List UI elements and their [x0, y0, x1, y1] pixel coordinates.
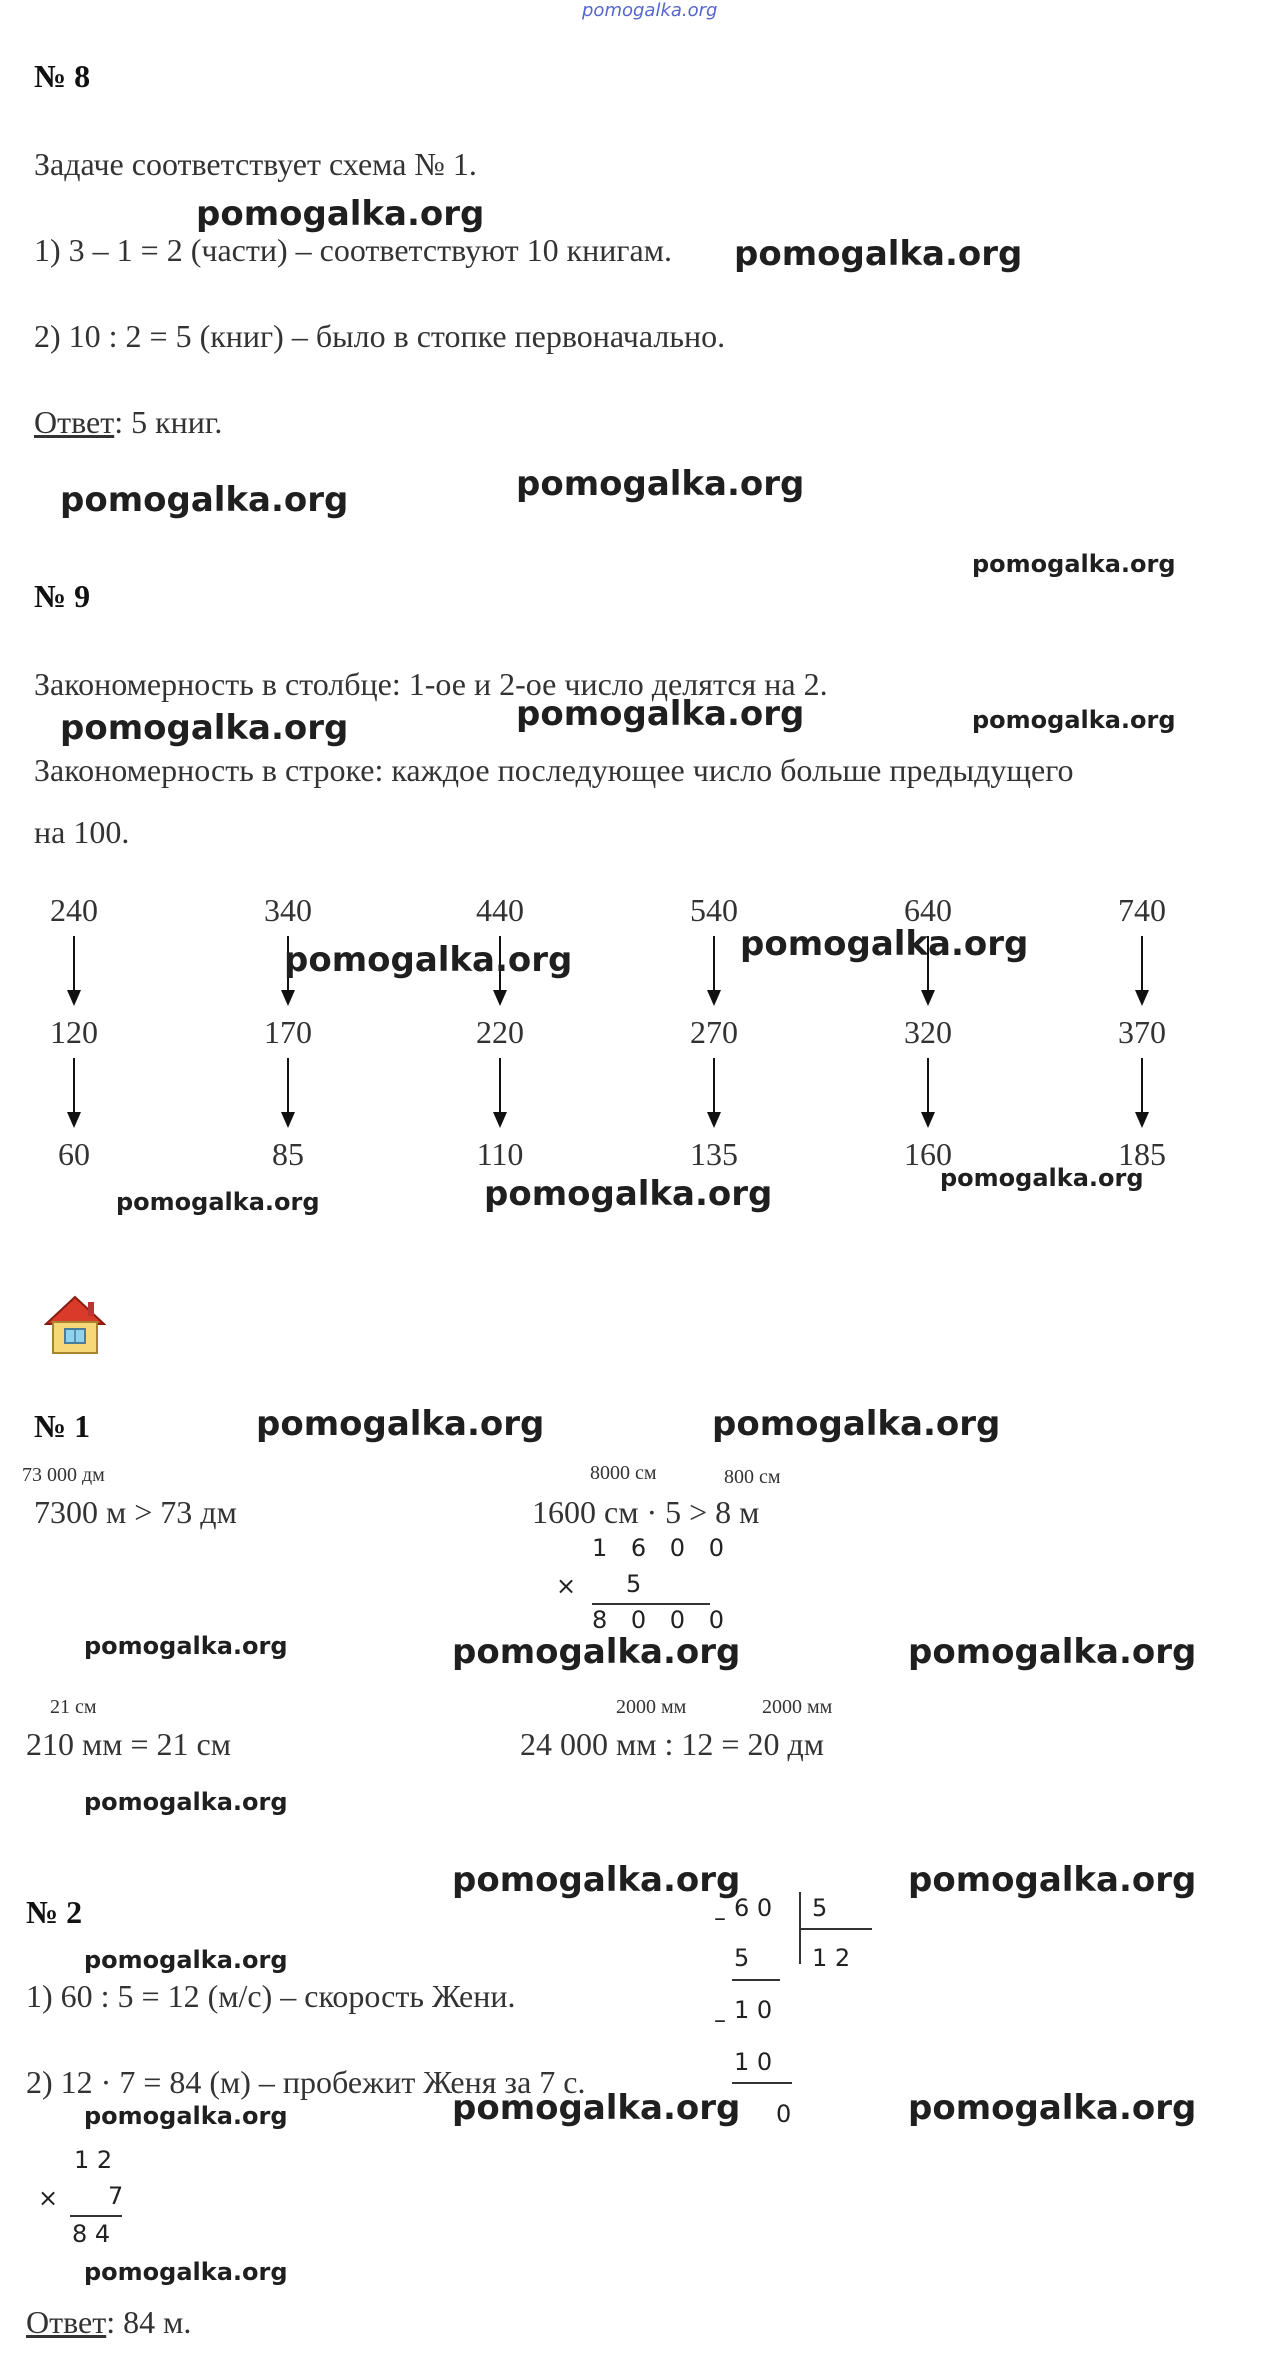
table-cell-row1-3: 540 — [690, 892, 738, 928]
down-arrow-icon — [704, 1058, 724, 1130]
note-21-sm: 21 см — [50, 1696, 97, 1718]
watermark: pomogalka.org — [712, 1404, 1001, 1444]
watermark: pomogalka.org — [84, 2258, 288, 2286]
table-cell-row1-2: 440 — [476, 892, 524, 928]
mult-12-line — [70, 2215, 122, 2217]
house-icon — [44, 1294, 106, 1361]
note-8000-sm: 8000 см — [590, 1462, 657, 1484]
mult-12-sign: × — [38, 2184, 59, 2212]
task2-answer — [26, 2304, 191, 2341]
division-remainder-1: 1 0 — [734, 1996, 773, 2024]
task8-title: № 8 — [34, 58, 91, 94]
mult-12-result: 8 4 — [72, 2220, 111, 2248]
answer-label-2: Ответ — [26, 2304, 107, 2340]
watermark: pomogalka.org — [972, 550, 1176, 578]
table-cell-row3-3: 135 — [690, 1136, 738, 1172]
division-sub1: 5 — [734, 1944, 750, 1972]
down-arrow-icon — [1132, 936, 1152, 1008]
expr-7300m: 7300 м > 73 дм — [34, 1494, 237, 1530]
answer-text: : 5 книг. — [114, 404, 223, 440]
watermark: pomogalka.org — [84, 1946, 288, 1974]
watermark: pomogalka.org — [84, 2102, 288, 2130]
watermark: pomogalka.org — [734, 234, 1023, 274]
watermark: pomogalka.org — [256, 1404, 545, 1444]
note-800-sm: 800 см — [724, 1466, 781, 1488]
answer-label: Ответ — [34, 404, 115, 440]
down-arrow-icon — [490, 1058, 510, 1130]
mult-1600-result: 8 0 0 0 — [592, 1606, 732, 1634]
division-line-2 — [732, 2082, 792, 2084]
watermark: pomogalka.org — [516, 464, 805, 504]
expr-24000mm: 24 000 мм : 12 = 20 дм — [520, 1726, 824, 1762]
watermark: pomogalka.org — [60, 708, 349, 748]
watermark: pomogalka.org — [972, 706, 1176, 734]
table-cell-row3-2: 110 — [476, 1136, 524, 1172]
watermark: pomogalka.org — [908, 1860, 1197, 1900]
watermark: pomogalka.org — [484, 1174, 773, 1214]
mult-1600-by: 5 — [626, 1570, 642, 1598]
task9-title: № 9 — [34, 578, 91, 614]
watermark: pomogalka.org — [284, 940, 573, 980]
division-remainder: 0 — [776, 2100, 792, 2128]
table-cell-row2-1: 170 — [264, 1014, 312, 1050]
division-dividend: 6 0 — [734, 1894, 773, 1922]
division-sub2: 1 0 — [734, 2048, 773, 2076]
watermark: pomogalka.org — [452, 1632, 741, 1672]
watermark: pomogalka.org — [740, 924, 1029, 964]
watermark: pomogalka.org — [516, 694, 805, 734]
watermark: pomogalka.org — [452, 1860, 741, 1900]
mult-1600-line — [592, 1603, 710, 1605]
task9-line1: Закономерность в строке: каждое последующее число больше предыдущего — [34, 752, 1074, 788]
task8-step1: 1) 3 – 1 = 2 (части) – соответствуют 10 книгам. — [34, 232, 672, 268]
down-arrow-icon — [64, 1058, 84, 1130]
home-task2-title: № 2 — [26, 1894, 83, 1930]
mult-1600-sign: × — [556, 1572, 577, 1600]
table-cell-row2-3: 270 — [690, 1014, 738, 1050]
down-arrow-icon — [704, 936, 724, 1008]
table-cell-row2-0: 120 — [50, 1014, 98, 1050]
note-2000-mm-2: 2000 мм — [762, 1696, 833, 1718]
table-cell-row1-0: 240 — [50, 892, 98, 928]
home-task1-title: № 1 — [34, 1408, 91, 1444]
division-minus-1: – — [714, 1904, 726, 1932]
watermark: pomogalka.org — [908, 2088, 1197, 2128]
watermark: pomogalka.org — [940, 1164, 1144, 1192]
task8-step2: 2) 10 : 2 = 5 (книг) – было в стопке первоначально. — [34, 318, 726, 354]
mult-1600-top: 1 6 0 0 — [592, 1534, 732, 1562]
table-cell-row3-1: 85 — [272, 1136, 304, 1172]
note-2000-mm-1: 2000 мм — [616, 1696, 687, 1718]
task8-answer — [34, 404, 222, 441]
watermark: pomogalka.org — [116, 1188, 320, 1216]
watermark: pomogalka.org — [60, 480, 349, 520]
task9-line0: Закономерность в столбце: 1-ое и 2-ое число делятся на 2. — [34, 666, 828, 702]
watermark: pomogalka.org — [452, 2088, 741, 2128]
expr-210mm: 210 мм = 21 см — [26, 1726, 231, 1762]
down-arrow-icon — [1132, 1058, 1152, 1130]
division-quotient: 1 2 — [812, 1944, 851, 1972]
task2-step1: 1) 60 : 5 = 12 (м/с) – скорость Жени. — [26, 1978, 516, 2014]
watermark: pomogalka.org — [196, 194, 485, 234]
down-arrow-icon — [64, 936, 84, 1008]
note-73000-dm: 73 000 дм — [22, 1464, 105, 1486]
table-cell-row2-5: 370 — [1118, 1014, 1166, 1050]
mult-12-top: 1 2 — [74, 2146, 113, 2174]
table-cell-row3-0: 60 — [58, 1136, 90, 1172]
table-cell-row2-2: 220 — [476, 1014, 524, 1050]
watermark: pomogalka.org — [84, 1788, 288, 1816]
top-watermark: pomogalka.org — [582, 0, 718, 21]
watermark: pomogalka.org — [84, 1632, 288, 1660]
task2-step2: 2) 12 · 7 = 84 (м) – пробежит Женя за 7 с. — [26, 2064, 586, 2100]
table-cell-row3-4: 160 — [904, 1136, 952, 1172]
table-cell-row1-1: 340 — [264, 892, 312, 928]
division-quotient-line — [800, 1928, 872, 1930]
task9-line2: на 100. — [34, 814, 130, 850]
down-arrow-icon — [278, 1058, 298, 1130]
expr-1600sm: 1600 см · 5 > 8 м — [532, 1494, 760, 1530]
task8-line0: Задаче соответствует схема № 1. — [34, 146, 477, 182]
table-cell-row1-5: 740 — [1118, 892, 1166, 928]
division-divisor: 5 — [812, 1894, 828, 1922]
table-cell-row3-5: 185 — [1118, 1136, 1166, 1172]
mult-12-by: 7 — [108, 2182, 124, 2210]
watermark: pomogalka.org — [908, 1632, 1197, 1672]
division-minus-2: – — [714, 2006, 726, 2034]
down-arrow-icon — [918, 1058, 938, 1130]
table-cell-row2-4: 320 — [904, 1014, 952, 1050]
answer-text-2: : 84 м. — [106, 2304, 192, 2340]
division-line-1 — [732, 1979, 780, 1981]
table-cell-row1-4: 640 — [904, 892, 952, 928]
